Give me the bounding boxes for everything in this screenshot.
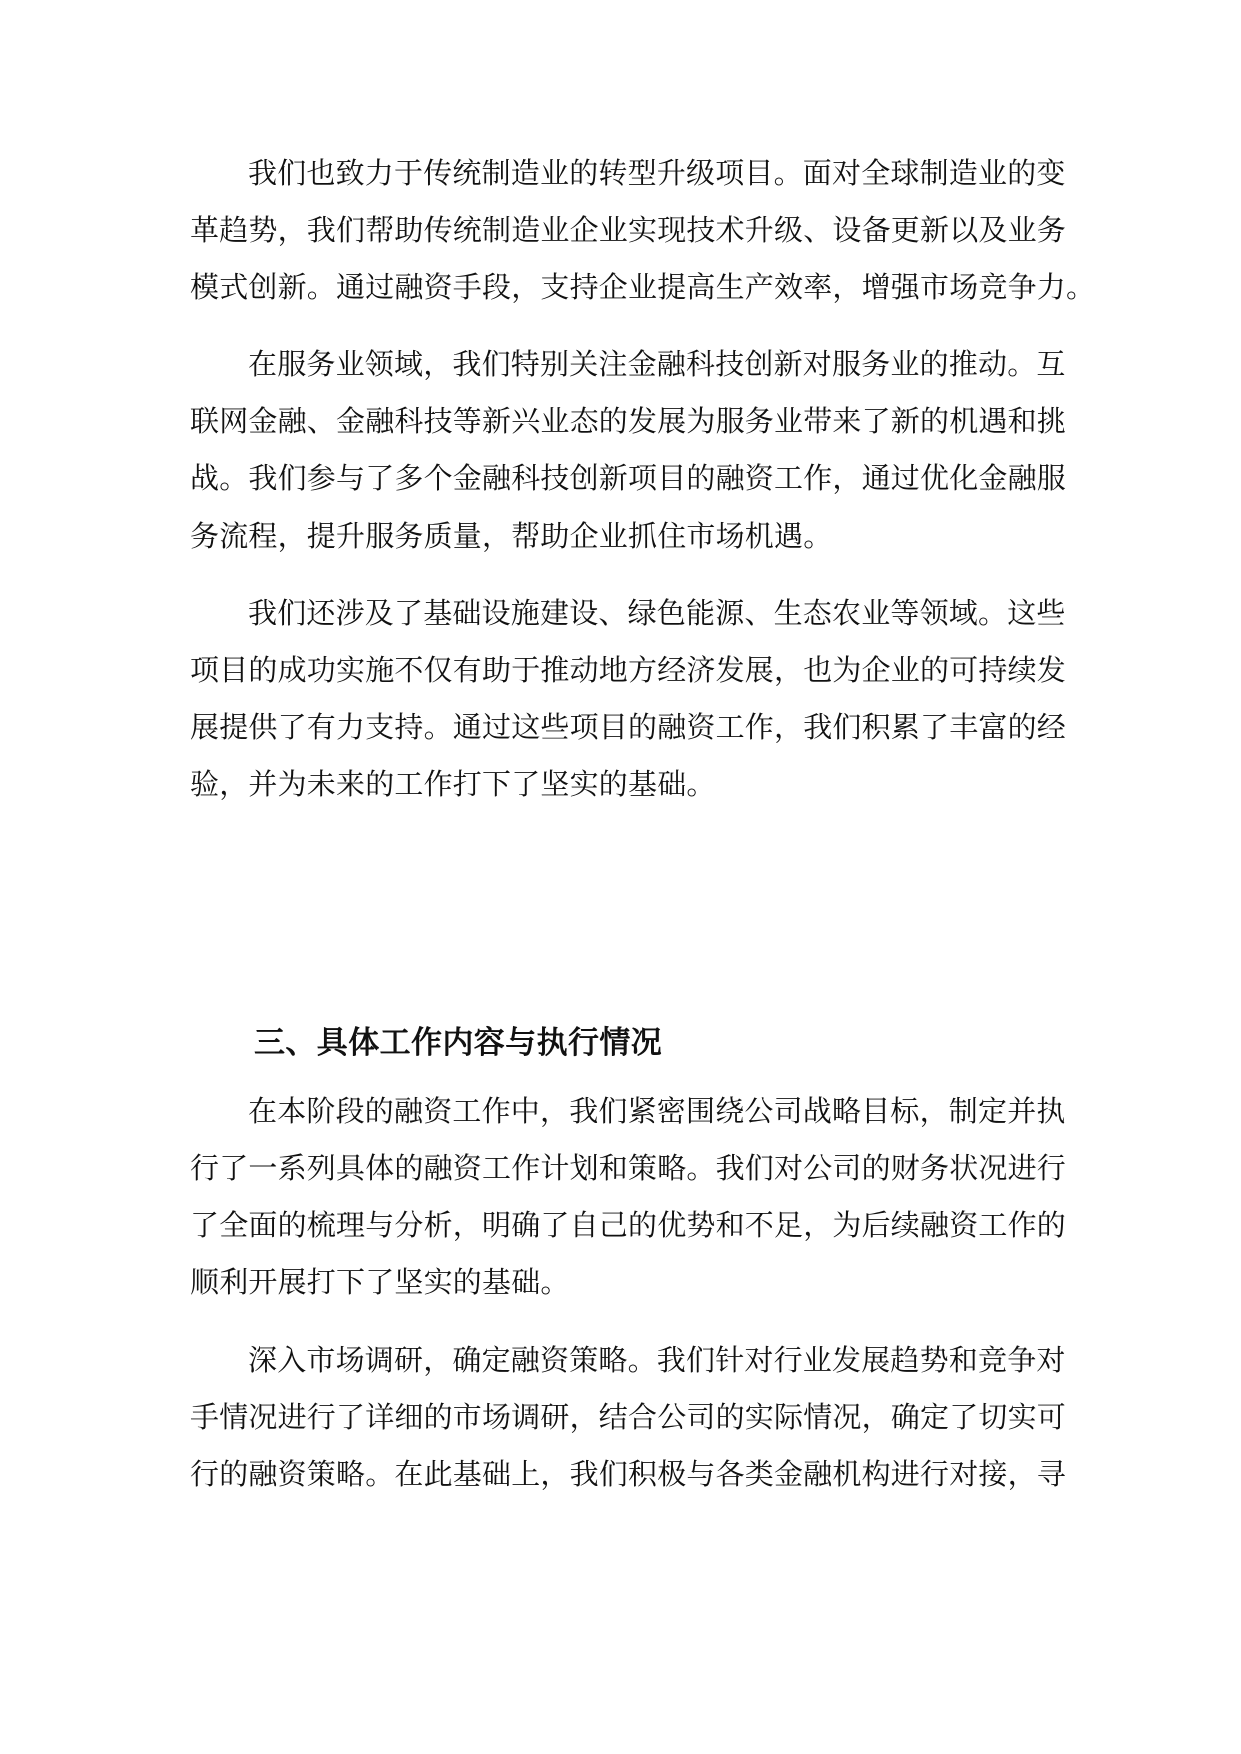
text-line: 战。我们参与了多个金融科技创新项目的融资工作，通过优化金融服	[190, 461, 1067, 495]
text-line: 模式创新。通过融资手段，支持企业提高生产效率，增强市场竞争力。	[190, 270, 1096, 304]
text-line: 验，并为未来的工作打下了坚实的基础。	[190, 767, 716, 801]
text-line: 革趋势，我们帮助传统制造业企业实现技术升级、设备更新以及业务	[190, 213, 1067, 247]
text-line: 了全面的梳理与分析，明确了自己的优势和不足，为后续融资工作的	[190, 1208, 1067, 1242]
text-line: 在服务业领域，我们特别关注金融科技创新对服务业的推动。互	[248, 347, 1066, 381]
text-line: 我们也致力于传统制造业的转型升级项目。面对全球制造业的变	[248, 156, 1066, 190]
text-line: 深入市场调研，确定融资策略。我们针对行业发展趋势和竞争对	[248, 1343, 1066, 1377]
text-line: 我们还涉及了基础设施建设、绿色能源、生态农业等领域。这些	[248, 596, 1066, 630]
section-heading: 三、具体工作内容与执行情况	[254, 1025, 663, 1061]
text-line: 项目的成功实施不仅有助于推动地方经济发展，也为企业的可持续发	[190, 653, 1067, 687]
text-line: 行的融资策略。在此基础上，我们积极与各类金融机构进行对接，寻	[190, 1457, 1067, 1491]
text-line: 顺利开展打下了坚实的基础。	[190, 1265, 570, 1299]
text-line: 展提供了有力支持。通过这些项目的融资工作，我们积累了丰富的经	[190, 710, 1067, 744]
text-line: 在本阶段的融资工作中，我们紧密围绕公司战略目标，制定并执	[248, 1094, 1066, 1128]
text-line: 手情况进行了详细的市场调研，结合公司的实际情况，确定了切实可	[190, 1400, 1067, 1434]
text-line: 务流程，提升服务质量，帮助企业抓住市场机遇。	[190, 519, 833, 553]
text-line: 行了一系列具体的融资工作计划和策略。我们对公司的财务状况进行	[190, 1151, 1067, 1185]
text-line: 联网金融、金融科技等新兴业态的发展为服务业带来了新的机遇和挑	[190, 404, 1067, 438]
